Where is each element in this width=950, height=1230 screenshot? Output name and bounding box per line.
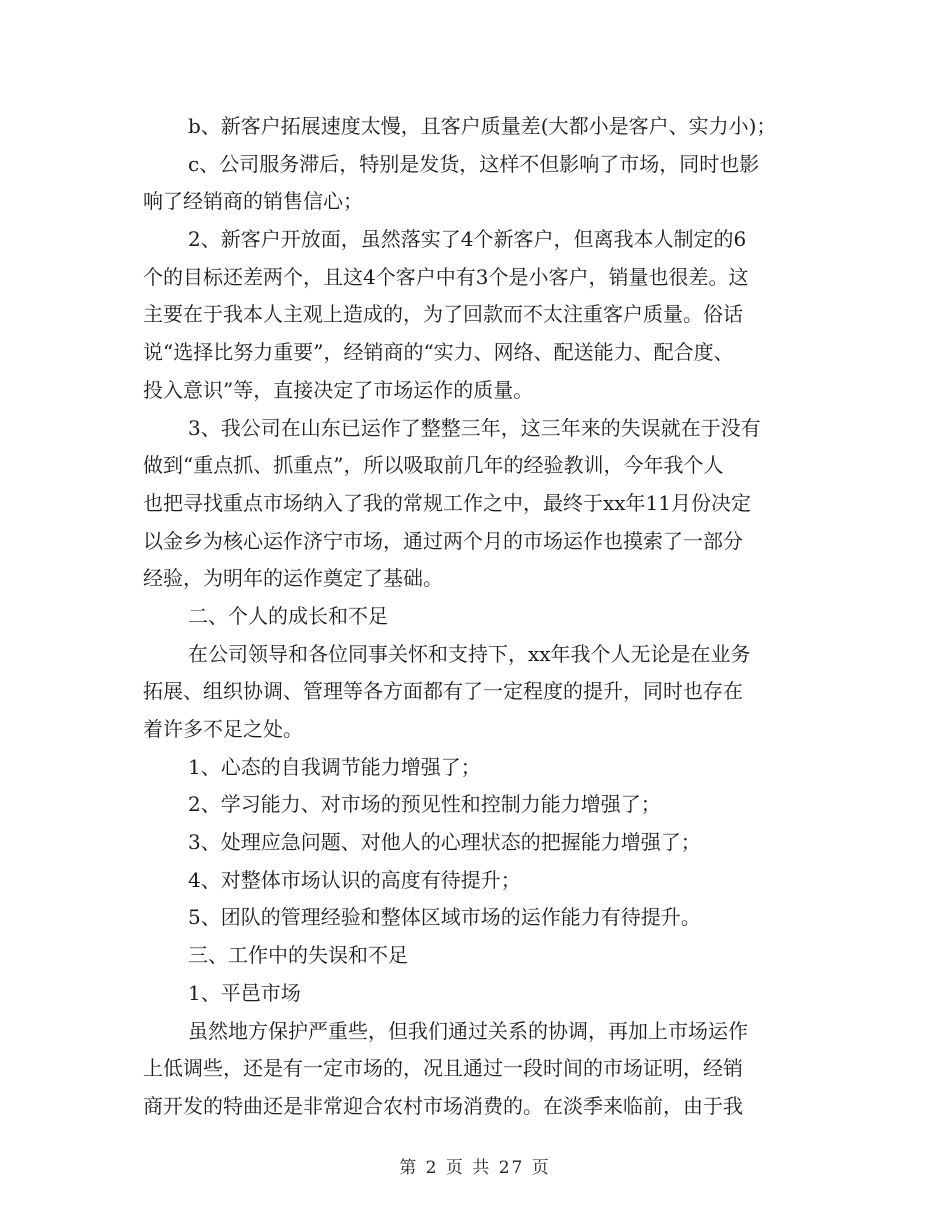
text-line: 3、处理应急问题、对他人的心理状态的把握能力增强了； [188,830,701,855]
text-line: 经验，为明年的运作奠定了基础。 [143,566,443,591]
text-line: 2、新客户开放面，虽然落实了4个新客户，但离我本人制定的6 [188,227,747,252]
text-line: 1、平邑市场 [188,980,301,1005]
text-line: 在公司领导和各位同事关怀和支持下，xx年我个人无论是在业务 [188,641,751,666]
text-line: 上低调些，还是有一定市场的，况且通过一段时间的市场证明，经销 [143,1056,743,1081]
text-line: 1、心态的自我调节能力增强了； [188,754,481,779]
text-line: 2、学习能力、对市场的预见性和控制力能力增强了； [188,792,661,817]
text-line: 4、对整体市场认识的高度有待提升； [188,867,521,892]
text-line: c、公司服务滞后，特别是发货，这样不但影响了市场，同时也影 [188,151,760,176]
text-line: 着许多不足之处。 [143,717,303,741]
text-line: 主要在于我本人主观上造成的，为了回款而不太注重客户质量。俗话 [143,302,743,327]
text-line: 二、个人的成长和不足 [188,603,388,628]
document-body [143,108,813,1126]
text-line: 个的目标还差两个，且这4个客户中有3个是小客户，销量也很差。这 [143,264,749,289]
text-line: 投入意识”等，直接决定了市场运作的质量。 [143,377,534,402]
text-line: 做到“重点抓、抓重点”，所以吸取前几年的经验教训，今年我个人 [143,453,724,478]
text-line: 以金乡为核心运作济宁市场，通过两个月的市场运作也摸索了一部分 [143,528,743,553]
text-line: 三、工作中的失误和不足 [188,943,408,968]
text-line: b、新客户拓展速度太慢，且客户质量差(大都小是客户、实力小)； [188,114,777,138]
text-line: 响了经销商的销售信心； [143,189,363,214]
text-line: 商开发的特曲还是非常迎合农村市场消费的。在淡季来临前，由于我 [143,1093,743,1118]
text-line: 拓展、组织协调、管理等各方面都有了一定程度的提升，同时也存在 [143,679,743,704]
text-line: 5、团队的管理经验和整体区域市场的运作能力有待提升。 [188,905,701,930]
text-line: 3、我公司在山东已运作了整整三年，这三年来的失误就在于没有 [188,415,761,440]
page-number-footer: 第 2 页 共 27 页 [399,1158,551,1178]
text-line: 也把寻找重点市场纳入了我的常规工作之中，最终于xx年11月份决定 [143,490,752,515]
text-line: 说“选择比努力重要”，经销商的“实力、网络、配送能力、配合度、 [143,340,734,365]
text-line: 虽然地方保护严重些，但我们通过关系的协调，再加上市场运作 [188,1018,748,1043]
